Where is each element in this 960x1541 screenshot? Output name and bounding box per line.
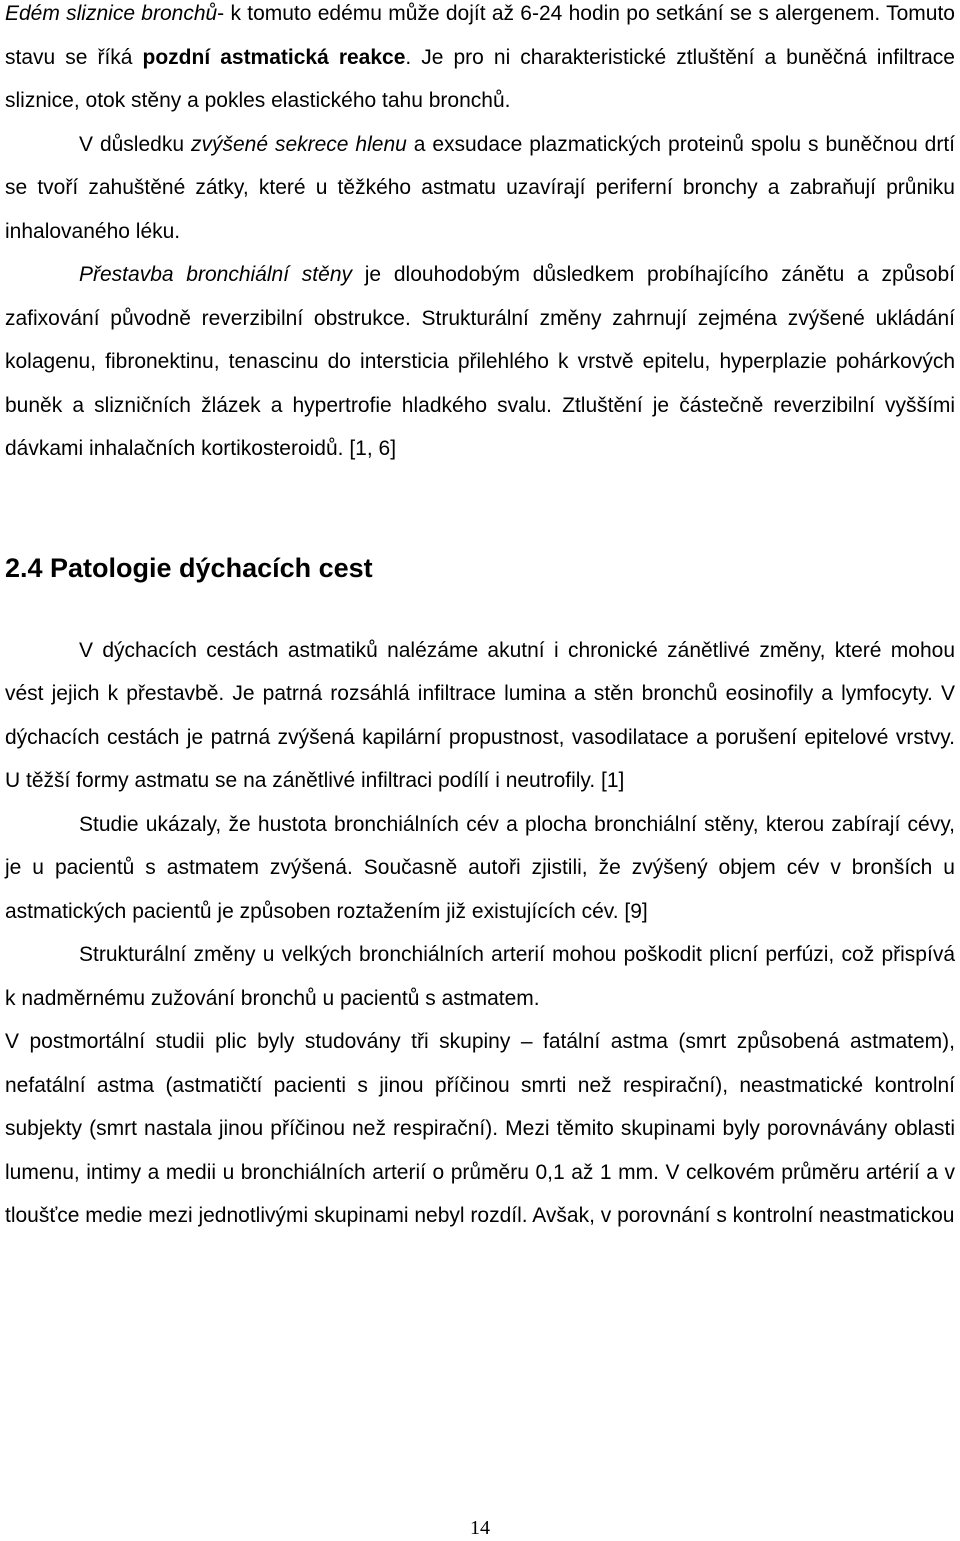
paragraph-text: . Je pro ni charakteristické ztluštění a buněčná infiltrace sliznice, otok stěny a pokles elastického tahu bronchů.	[5, 45, 955, 112]
document-page	[5, 0, 955, 1238]
paragraph-airways: V dýchacích cestách astmatiků nalézáme akutní i chronické zánětlivé změny, které mohou vést jejich k přestavbě. Je patrná rozsáhlá infiltrace lumina a stěn bronchů eosinofily a lymfocyty. V dýchacích cestách je patrná zvýšená kapilární propustnost, vasodilatace a porušení epitelové vrstvy. U těžší formy astmatu se na zánětlivé infiltraci podílí i neutrofily. [1]	[5, 638, 955, 792]
paragraph-remodeling	[5, 253, 955, 471]
italic-term-remodeling: Přestavba bronchiální stěny	[79, 263, 352, 286]
page-number: 14	[470, 1517, 490, 1539]
paragraph-text: V důsledku	[79, 132, 191, 156]
bold-term-late-reaction: pozdní astmatická reakce	[142, 45, 406, 69]
italic-term-mucus: zvýšené sekrece hlenu	[190, 132, 407, 156]
paragraph-text: a exsudace plazmatických proteinů spolu s buněčnou drtí se tvoří zahuštěné zátky, které u těžkého astmatu uzavírají periferní bronchy a zabraňují průniku inhalovaného léku.	[5, 132, 955, 243]
section-heading: 2.4 Patologie dýchacích cest	[5, 552, 373, 583]
paragraph-text: je dlouhodobým důsledkem probíhajícího zánětu a způsobí zafixování původně reverzibilní obstrukce. Strukturální změny zahrnují zejména zvýšené ukládání kolagenu, fibronektinu, tenascinu do intersticia přilehlého k vrstvě epitelu, hyperplazie pohárkových buněk a slizničních žlázek a hypertrofie hladkého svalu. Ztluštění je částečně reverzibilní vyššími dávkami inhalačních kortikosteroidů. [1, 6]	[5, 263, 955, 460]
paragraph-arteries: Strukturální změny u velkých bronchiálních arterií mohou poškodit plicní perfúzi, což přispívá k nadměrnému zužování bronchů u pacientů s astmatem.	[5, 943, 955, 1010]
paragraph-studies: Studie ukázaly, že hustota bronchiálních cév a plocha bronchiální stěny, kterou zabírají cévy, je u pacientů s astmatem zvýšená. Současně autoři zjistili, že zvýšený objem cév v bronších u astmatických pacientů je způsoben roztažením již existujících cév. [9]	[5, 812, 955, 923]
paragraph-edema	[5, 0, 955, 123]
paragraph-mucus	[5, 123, 955, 254]
paragraph-postmortem: V postmortální studii plic byly studovány tři skupiny – fatální astma (smrt způsobená astmatem), nefatální astma (astmatičtí pacienti s jinou příčinou smrti než respirační), neastmatické kontrolní subjekty (smrt nastala jinou příčinou než respirační). Mezi těmito skupinami byly porovnávány oblasti lumenu, intimy a medii u bronchiálních arterií o průměru 0,1 až 1 mm. V celkovém průměru artérií a v tloušťce medie mezi jednotlivými skupinami nebyl rozdíl. Avšak, v porovnání s kontrolní neastmatickou	[5, 1030, 955, 1227]
italic-term-edema: Edém sliznice bronchů	[5, 2, 218, 25]
paragraph-text: - k tomuto edému může dojít až 6-24 hodin po setkání se s alergenem. Tomuto stavu se říká	[5, 2, 955, 69]
